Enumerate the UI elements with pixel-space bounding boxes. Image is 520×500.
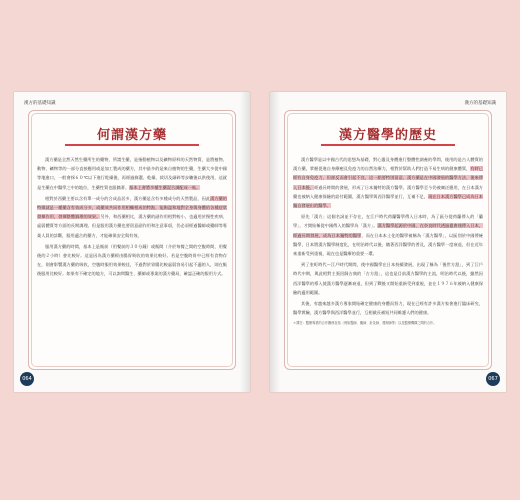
highlighted-text: 有時已經有自身免疫力，但卻反而會引起不良，這一點要特別留意。漢方藥是在中國發展的醫學方法，後來傳入日本後， xyxy=(293,166,483,190)
gutter-shadow xyxy=(240,92,250,392)
paragraph xyxy=(37,242,227,279)
content-frame xyxy=(28,110,236,370)
page-number: 064 xyxy=(20,372,34,386)
text-run: 另外，和西藥相比，漢方藥的副作用相對較小，也適用於慢性疾病、虛弱體質等方面的長期調理。但是服用漢方藥也要留意副作用和注意事項，仍必須經過醫師或藥師等專業人員的診斷，服用適合的藥方，才能確保安全與有效。 xyxy=(37,214,227,238)
right-page xyxy=(270,92,506,392)
title-underline xyxy=(321,144,455,146)
page-title: 漢方醫學的歷史 xyxy=(338,128,437,143)
text-run: ，而在日本本土化的醫學被稱為「漢方醫學」，以區別於中國傳統醫學，日本將漢方醫學制度化，在明治時代以後，隨著西洋醫學的普及，漢方醫學一度衰退，但在近年來重新受到重視，現在也是醫療的重要一環。 xyxy=(293,232,483,257)
text-run: 原先「漢方」這個名詞並不存在，在江戶時代荷蘭醫學傳入日本時，為了區分從荷蘭傳入的「蘭學」，才開始稱從中國傳入的醫學為「漢方」。 xyxy=(293,214,483,229)
paragraph xyxy=(37,155,227,192)
running-head: 漢方的基礎知識 xyxy=(24,101,56,106)
text-run: 其後，有越來越多漢方專家開始確定健康的身體而努力，現在已經有許多漢方家會進行臨床研究、醫學實驗，漢方醫學與西洋醫學並行，互相截長補短共同維護人們的健康。 xyxy=(293,301,483,316)
text-run: 漢方醫學是以中國古代的思想為基礎，對心靈及身體進行整體性調養的學問，使用的是古人體質的漢方藥，掌握促進自身療癒及免疫力的自然治療力，相對於幫助人們打造不易生病的健康體質， xyxy=(293,157,483,172)
paragraph xyxy=(37,194,227,240)
text-run: 相對於西藥主要以含有單一成分的合成品居多，漢方藥是含有多種成分的天然製品，因此 xyxy=(45,195,211,201)
body-text xyxy=(293,155,483,327)
footnote: ＊譯註：醫療專業的合作關係包括（例如醫師、藥師、針灸師、護理師等）以及醫療機構之間的合作。 xyxy=(293,321,437,326)
body-text xyxy=(37,155,227,281)
highlighted-text: 漢方藥的特徵就是一種藥含有效成分多，或藥效共同作用相輔相成的特點，能夠溫和地對全身與身體的各種症狀發揮作用，發揮整體調理的效果。 xyxy=(37,195,227,220)
highlighted-text: 現在日本漢方醫學已成為日本獨自發展出的醫學。 xyxy=(293,193,483,209)
highlighted-text: 漢方醫學起源於中國，在奈良時代透過遣唐使傳入日本，經過長期發展，成為日本獨特的醫學 xyxy=(293,223,483,238)
paragraph xyxy=(293,299,483,317)
page-title: 何謂漢方藥 xyxy=(96,128,167,143)
text-run: 服用漢方藥的時間，基本上是飯前（用餐前的３０分鐘）或飯間（介於每餐之間的空腹時間，用餐後的２小時）會比較好。這是因為漢方藥經由腸胃吸收的效果比較好。若是空腹時胃中已經有食物存在，則會影響漢方藥的吸收，空腹時服用效果較佳，不過對於胃腸比較虛弱容易引起不適的人，則在飯後服用比較好。如果有不確定的地方，可以詢問醫生、藥師或專業的漢方藥局，確認正確的服用方式。 xyxy=(37,243,227,277)
text-run: 到了室町時代～江戶時代期間，使中國醫學在日本持續發展，出現了稱為「後世方派」，到了江戶時代中期，與此相對主張回歸古典的「古方派」，這也是目前漢方醫學的主流，明治時代以後，雖然因西洋醫學的導入使漢方醫學逐漸衰退，但到了戰後又開始重新受到重視，並在１９７６年被納入健康保險的適用範圍。 xyxy=(293,262,483,295)
text-run: 經過長時間的發展，形成了日本獨特的漢方醫學，漢方醫學至今仍被廣泛應用，在日本漢方藥也被納入健康保險的給付範圍，漢方醫學與西洋醫學並行，互補不足， xyxy=(293,184,483,199)
gutter-shadow xyxy=(270,92,280,392)
running-head: 漢方的基礎知識 xyxy=(464,101,496,106)
paragraph xyxy=(293,260,483,297)
page-number: 067 xyxy=(486,372,500,386)
paragraph xyxy=(293,155,483,210)
paragraph xyxy=(293,212,483,258)
text-run: 漢方藥是全然天然生藥所生的藥物，所謂生藥，是指動植物以及礦物原料的天然物質，是將植物、動物、礦物等的一部分直接應用或是加工製成的藥方，其中最多的是來自植物的生藥，生藥大多從中國等地進口，一般會採６０℃以下進行乾燥後，再經過篩選、乾燥、裁切及細碎等步驟後以供使用，這就是生藥在中醫學之中的地位，生藥性質也跟隨著。 xyxy=(37,157,227,190)
left-page xyxy=(14,92,250,392)
content-frame xyxy=(284,110,492,370)
highlighted-text: 基本上會將多種生藥混合調配成一帖。 xyxy=(129,184,201,190)
title-underline xyxy=(65,144,199,146)
